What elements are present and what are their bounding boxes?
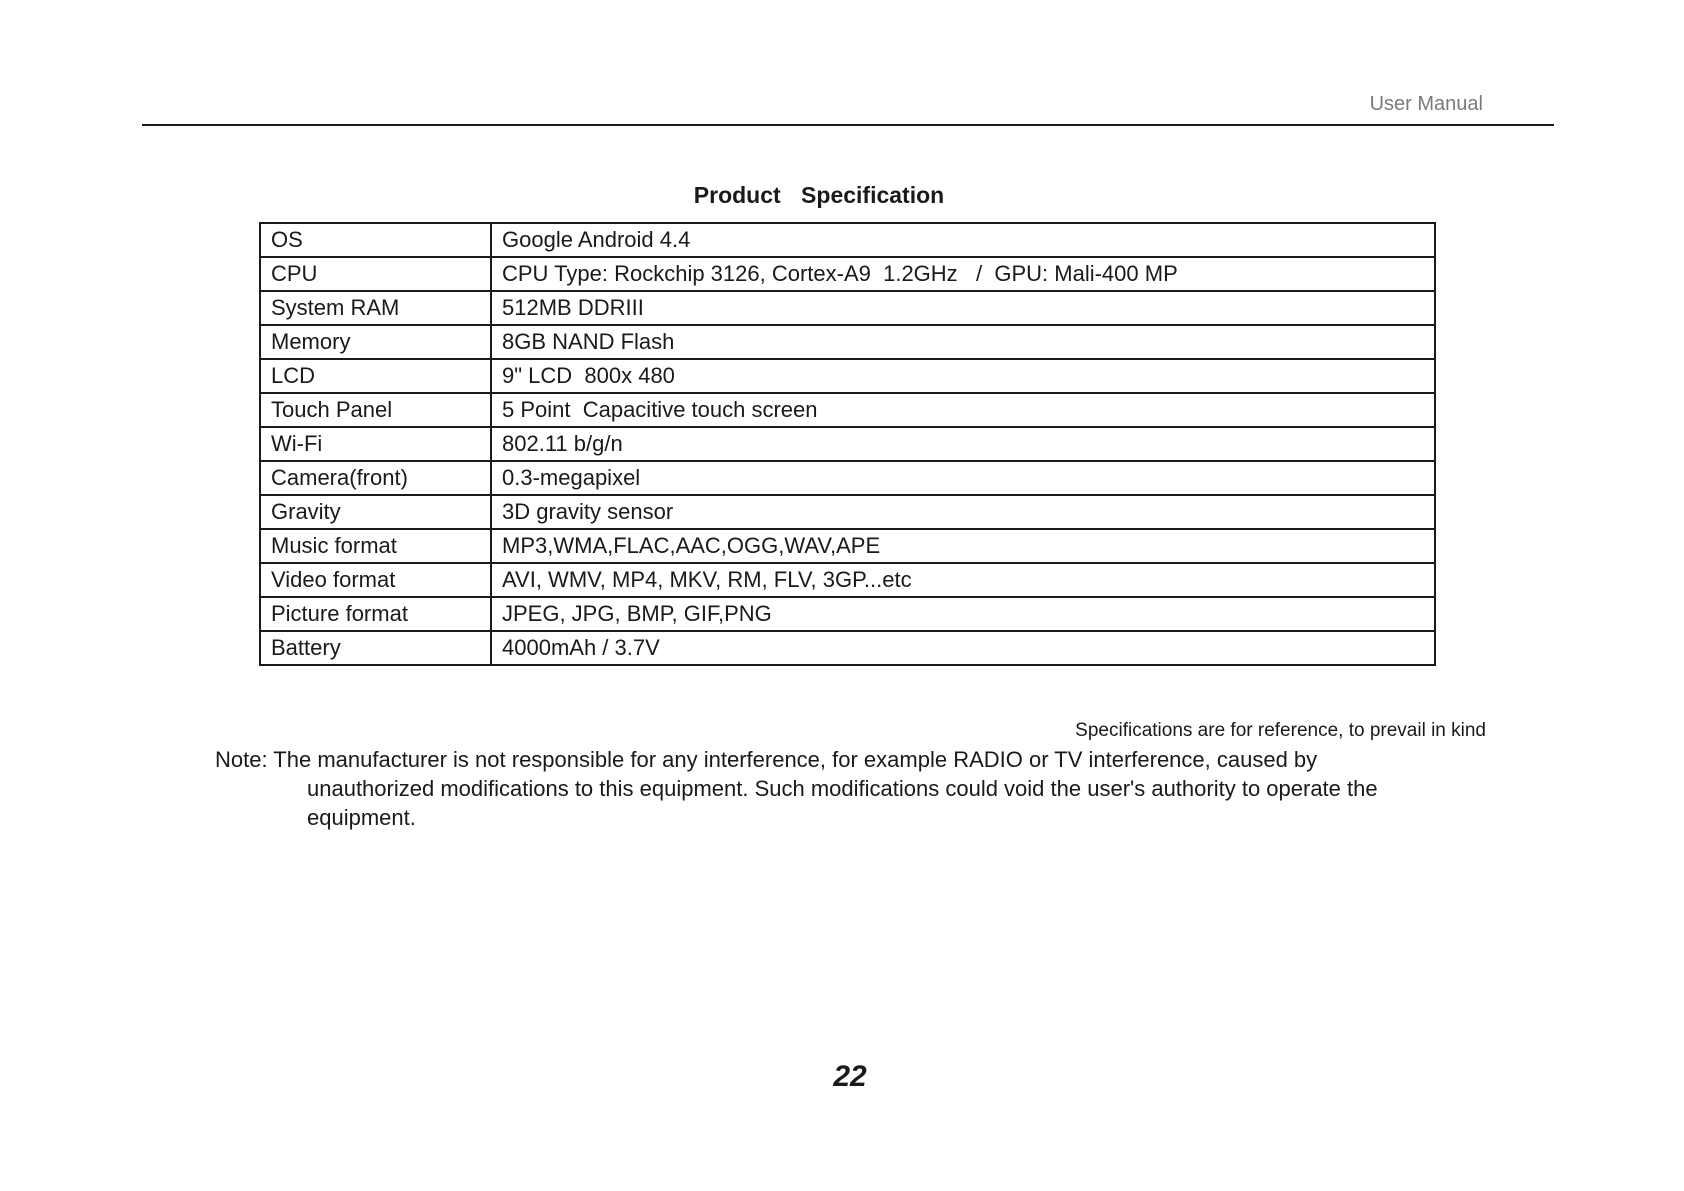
spec-value: 4000mAh / 3.7V [491, 631, 1435, 665]
note-line: unauthorized modifications to this equipment. Such modifications could void the user's authority to operate the [307, 776, 1378, 801]
spec-label: CPU [260, 257, 491, 291]
spec-label: OS [260, 223, 491, 257]
table-row [260, 597, 1435, 631]
spec-value: Google Android 4.4 [491, 223, 1435, 257]
spec-value: 5 Point Capacitive touch screen [491, 393, 1435, 427]
table-row [260, 495, 1435, 529]
page-title: Product Specification [693, 182, 945, 208]
page-number: 22 [833, 1060, 867, 1093]
reference-note: Specifications are for reference, to prevail in kind [1075, 720, 1486, 741]
spec-label: Picture format [260, 597, 491, 631]
table-row [260, 291, 1435, 325]
spec-label: Battery [260, 631, 491, 665]
spec-value: 802.11 b/g/n [491, 427, 1435, 461]
spec-label: Memory [260, 325, 491, 359]
table-row [260, 631, 1435, 665]
table-row [260, 427, 1435, 461]
header-divider [142, 124, 1554, 126]
note-line: equipment. [307, 805, 416, 830]
spec-value: 0.3-megapixel [491, 461, 1435, 495]
spec-value: 512MB DDRIII [491, 291, 1435, 325]
spec-label: Gravity [260, 495, 491, 529]
spec-table [259, 222, 1436, 666]
table-row [260, 359, 1435, 393]
spec-label: System RAM [260, 291, 491, 325]
spec-value: JPEG, JPG, BMP, GIF,PNG [491, 597, 1435, 631]
table-row [260, 223, 1435, 257]
spec-value: AVI, WMV, MP4, MKV, RM, FLV, 3GP...etc [491, 563, 1435, 597]
spec-value: 3D gravity sensor [491, 495, 1435, 529]
header-label: User Manual [1369, 93, 1483, 115]
disclaimer-note [215, 745, 1505, 832]
spec-label: Video format [260, 563, 491, 597]
spec-value: 9" LCD 800x 480 [491, 359, 1435, 393]
spec-label: Music format [260, 529, 491, 563]
table-row [260, 257, 1435, 291]
table-row [260, 529, 1435, 563]
spec-label: Wi-Fi [260, 427, 491, 461]
spec-value: 8GB NAND Flash [491, 325, 1435, 359]
spec-value: MP3,WMA,FLAC,AAC,OGG,WAV,APE [491, 529, 1435, 563]
spec-label: LCD [260, 359, 491, 393]
spec-value: CPU Type: Rockchip 3126, Cortex-A9 1.2GHz / GPU: Mali-400 MP [491, 257, 1435, 291]
table-row [260, 393, 1435, 427]
table-row [260, 563, 1435, 597]
table-row [260, 325, 1435, 359]
note-line: Note: The manufacturer is not responsible for any interference, for example RADIO or TV interference, caused by [215, 747, 1318, 772]
table-row [260, 461, 1435, 495]
spec-label: Camera(front) [260, 461, 491, 495]
spec-label: Touch Panel [260, 393, 491, 427]
